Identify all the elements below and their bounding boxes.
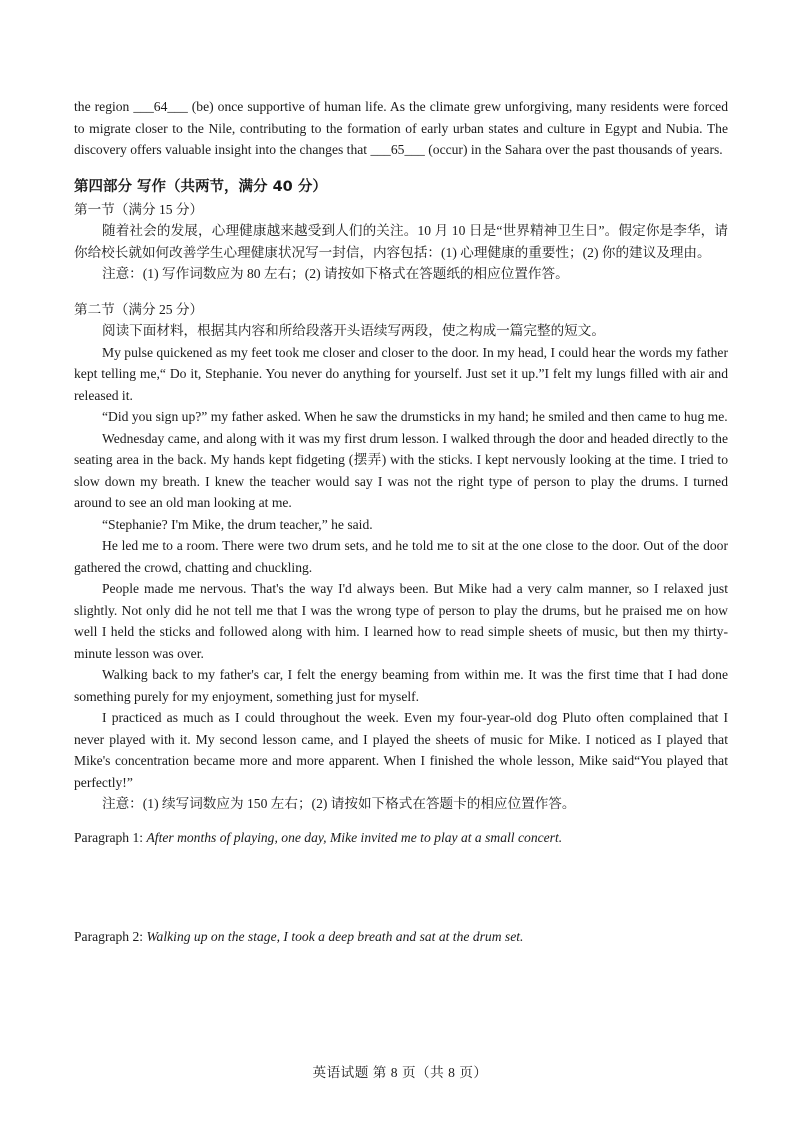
- story-paragraph: Walking back to my father's car, I felt the energy beaming from within me. It was the first time that I had done something purely for my enjoyment, something just for myself.: [74, 667, 728, 704]
- story-paragraph: He led me to a room. There were two drum sets, and he told me to sit at the one close to the door. Out of the door gathered the crowd, chatting and chuckling.: [74, 538, 728, 575]
- spacer: [74, 285, 728, 299]
- section2-instruction: 阅读下面材料，根据其内容和所给段落开头语续写两段，使之构成一篇完整的短文。: [102, 323, 605, 338]
- section1-title: 第一节（满分 15 分）: [74, 201, 204, 217]
- story-paragraph: “Stephanie? I'm Mike, the drum teacher,” he said.: [102, 516, 373, 532]
- paragraph2-prompt: [74, 926, 728, 948]
- section2-note: 注意：(1) 续写词数应为 150 左右；(2) 请按如下格式在答题卡的相应位置作答。: [102, 796, 576, 811]
- story-paragraph: My pulse quickened as my feet took me closer and closer to the door. In my head, I could hear the words my father kept telling me,“ Do it, Stephanie. You never do anything for yourself. Just set it up.”I felt my lungs filled with air and released it.: [74, 344, 728, 403]
- paragraph2-label: Paragraph 2:: [74, 929, 144, 944]
- paragraph2-text: Walking up on the stage, I took a deep breath and sat at the drum set.: [146, 929, 524, 944]
- story-paragraph: Wednesday came, and along with it was my first drum lesson. I walked through the door and headed directly to the seating area in the back. My hands kept fidgeting (摆弄) with the sticks. I kept nervously looking at the time. I tried to slow down my breath. I knew the teacher would say I was not the right type of person to play the drums. I turned around to see an old man looking at me.: [74, 430, 728, 510]
- section2-title: 第二节（满分 25 分）: [74, 301, 204, 317]
- paragraph1-prompt: [74, 827, 728, 849]
- paragraph1-text: After months of playing, one day, Mike invited me to play at a small concert.: [146, 829, 563, 845]
- story-paragraph: “Did you sign up?” my father asked. When he saw the drumsticks in my hand; he smiled and then came to hug me.: [102, 409, 728, 424]
- story-paragraph: I practiced as much as I could throughout the week. Even my four-year-old dog Pluto often complained that I never played with it. My second lesson came, and I played the sheets of music for Mike. I noticed as I played that Mike's concentration became more and more apparent. When I finished the whole lesson, Mike said“You played that perfectly!”: [74, 710, 728, 790]
- story-paragraph: People made me nervous. That's the way I'd always been. But Mike had a very calm manner, so I relaxed just slightly. Not only did he not tell me that I was the wrong type of person to play the drums, but he praised me on how well I held the sticks and followed along with him. I learned how to read simple sheets of music, but then my thirty-minute lesson was over.: [74, 581, 728, 661]
- section1-task: 随着社会的发展，心理健康越来越受到人们的关注。10 月 10 日是“世界精神卫生日”。假定你是李华，请你给校长就如何改善学生心理健康状况写一封信，内容包括：(1) 心理健康的重要性；(2) 你的建议及理由。: [74, 223, 728, 260]
- section1-note: 注意：(1) 写作词数应为 80 左右；(2) 请按如下格式在答题纸的相应位置作答。: [102, 266, 569, 281]
- part-title: 第四部分 写作（共两节，满分 40 分）: [74, 178, 327, 195]
- page-footer: 英语试题 第 8 页（共 8 页）: [312, 1065, 488, 1080]
- paragraph1-label: Paragraph 1:: [74, 829, 144, 845]
- intro-paragraph: the region ___64___ (be) once supportive of human life. As the climate grew unforgiving, many residents were forced to migrate closer to the Nile, contributing to the formation of early urban states and culture in Egypt and Nubia. The discovery offers valuable insight into the changes that ___65___ (occur) in the Sahara over the past thousands of years.: [74, 99, 728, 157]
